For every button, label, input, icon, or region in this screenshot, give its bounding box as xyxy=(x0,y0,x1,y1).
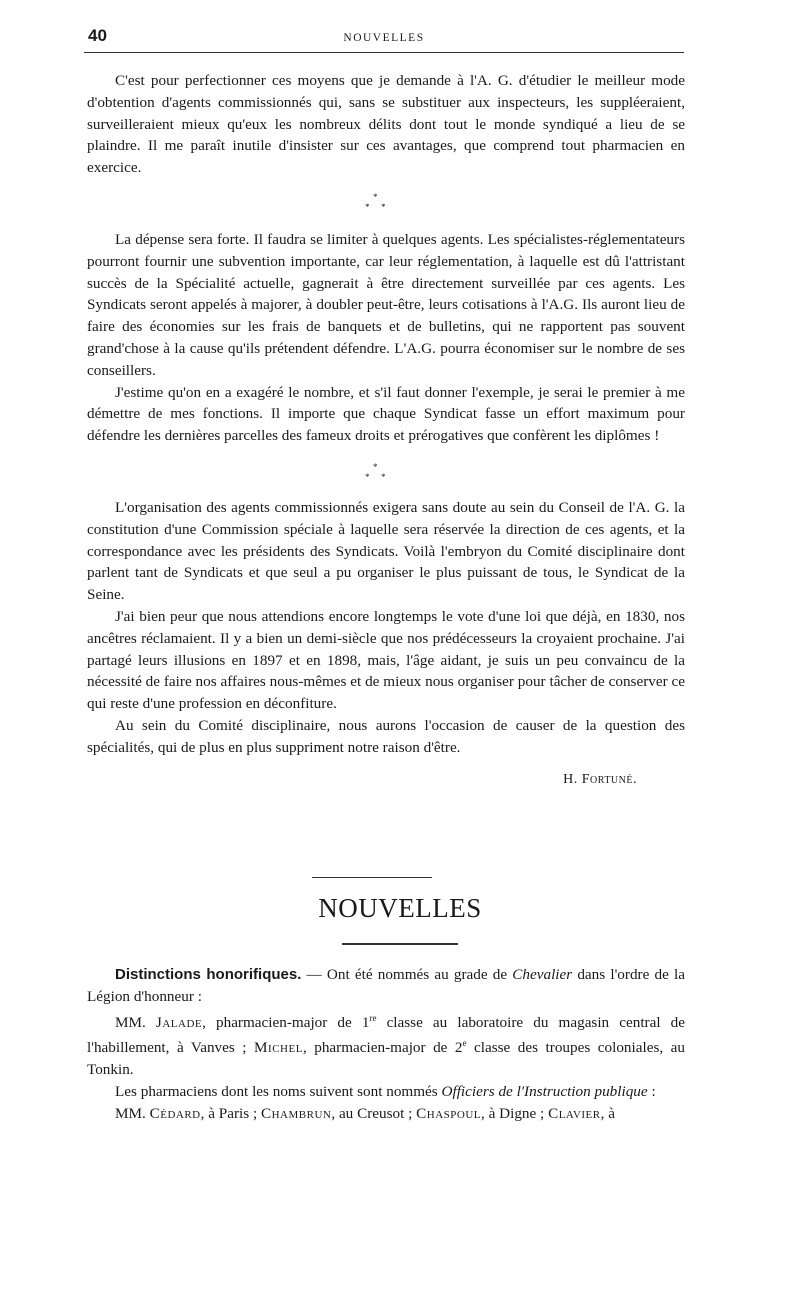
article-paragraph: L'organisation des agents commissionnés exigera sans doute au sein du Conseil de l'A. G. la constitution d'une Commission spéciale à laquelle sera réservée la direction de ces agents, et la correspondance avec les présidents des Syndicats. Voilà l'embryon du Comité disciplinaire dont parlent tant de Syndicats et que seul a pu organiser le plus puissant de tous, le Syndicat de la Seine. xyxy=(87,498,685,604)
asterism-separator xyxy=(87,183,685,225)
entry-intro-text: dans l'ordre de la Légion d'honneur : xyxy=(87,966,685,1005)
news-text: Les pharmaciens dont les noms suivent sont nommés xyxy=(115,1083,442,1101)
asterism-star: * xyxy=(381,201,386,212)
asterism-star: * xyxy=(381,471,386,482)
asterism-star: * xyxy=(373,191,378,202)
article-body xyxy=(87,70,685,790)
person-name: Michel xyxy=(254,1039,303,1057)
award-title: Officiers de l'Instruction publique xyxy=(441,1083,648,1101)
news-text: classe au laboratoire du magasin central de l'habillement, à Vanves ; xyxy=(87,1013,686,1057)
entry-title: Distinctions honorifiques. xyxy=(115,966,302,983)
news-text: , à xyxy=(600,1104,615,1122)
section-title-rule xyxy=(342,943,458,945)
news-text: classe des troupes coloniales, au Tonkin. xyxy=(87,1039,685,1079)
author-signature: H. Fortuné. xyxy=(563,771,637,787)
news-paragraph xyxy=(87,964,685,1008)
section-title: NOUVELLES xyxy=(318,893,482,923)
asterism-star: * xyxy=(373,461,378,472)
asterism-star: * xyxy=(365,471,370,482)
ordinal-suffix: re xyxy=(369,1012,377,1023)
news-text: : xyxy=(647,1083,656,1101)
entry-grade: Chevalier xyxy=(512,966,573,983)
running-head: NOUVELLES xyxy=(343,32,425,44)
news-text: , pharmacien-major de 2 xyxy=(302,1039,463,1057)
asterism-star: * xyxy=(365,201,370,212)
entry-intro-text: — Ont été nommés au grade de xyxy=(301,966,513,983)
person-name: Cédard xyxy=(149,1104,201,1122)
article-paragraph: J'ai bien peur que nous attendions encore longtemps le vote d'une loi que déjà, en 1830, nos ancêtres réclamaient. Il y a bien un demi-siècle que nos prédécesseurs la croyaient prochaine. J'ai partagé leurs illusions en 1897 et en 1898, mais, l'âge aidant, je suis un peu convaincu de la nécessité de faire nos affaires nous-mêmes et de mieux nous organiser pour tâcher de conserver ce qui reste d'une profession en déconfiture. xyxy=(87,607,685,713)
person-name: Chambrun xyxy=(260,1104,332,1122)
honorifics-prefix: MM. xyxy=(115,1104,150,1122)
news-text: , à Paris ; xyxy=(200,1104,261,1122)
page-number: 40 xyxy=(88,26,107,45)
news-text: , à Digne ; xyxy=(481,1104,549,1122)
news-text: , pharmacien-major de 1 xyxy=(202,1013,370,1031)
person-name: Chaspoul xyxy=(416,1104,482,1122)
page-header xyxy=(84,22,684,53)
news-text: , au Creusot ; xyxy=(331,1104,417,1122)
section-divider xyxy=(312,877,432,878)
person-name: Clavier xyxy=(548,1104,601,1122)
article-paragraph: C'est pour perfectionner ces moyens que je demande à l'A. G. d'étudier le meilleur mode d'obtention d'agents commissionnés qui, sans se substituer aux inspecteurs, les suppléeraient, surveilleraient mieux qu'eux les nombreux délits dont tout le monde syndiqué a lieu de se plaindre. Il me paraît inutile d'insister sur ces avantages, que comprend tout pharmacien en exercice. xyxy=(87,72,685,177)
news-paragraph xyxy=(87,1103,685,1125)
person-name: Jalade xyxy=(155,1013,203,1031)
honorifics-prefix: MM. xyxy=(115,1013,156,1031)
asterism-separator xyxy=(87,451,685,493)
news-body xyxy=(87,964,685,1125)
news-paragraph xyxy=(87,1008,685,1082)
article-paragraph: La dépense sera forte. Il faudra se limiter à quelques agents. Les spécialistes-réglementateurs pourront fournir une subvention importante, car leur réglementation, à laquelle est dû l'attristant succès de la Spécialité actuelle, gagnerait à être directement surveillée par ces agents. Les Syndicats seront appelés à majorer, à doubler peut-être, leurs cotisations à l'A.G. Ils auront lieu de faire des économies sur les frais de banquets et de bulletins, qui ne rapportent pas souvent grand'chose à la cause qu'ils prétendent défendre. L'A.G. pourra économiser sur le nombre de ses conseillers. xyxy=(87,230,685,379)
article-paragraph: J'estime qu'on en a exagéré le nombre, et s'il faut donner l'exemple, je serai le premier à me démettre de mes fonctions. Il importe que chaque Syndicat fasse un effort maximum pour défendre les dernières parcelles des fameux droits et prérogatives que confèrent les diplômes ! xyxy=(87,383,685,445)
news-paragraph xyxy=(87,1081,685,1103)
article-paragraph: Au sein du Comité disciplinaire, nous aurons l'occasion de causer de la question des spécialités, qui de plus en plus suppriment notre raison d'être. xyxy=(87,716,685,756)
ordinal-suffix: e xyxy=(462,1038,467,1049)
